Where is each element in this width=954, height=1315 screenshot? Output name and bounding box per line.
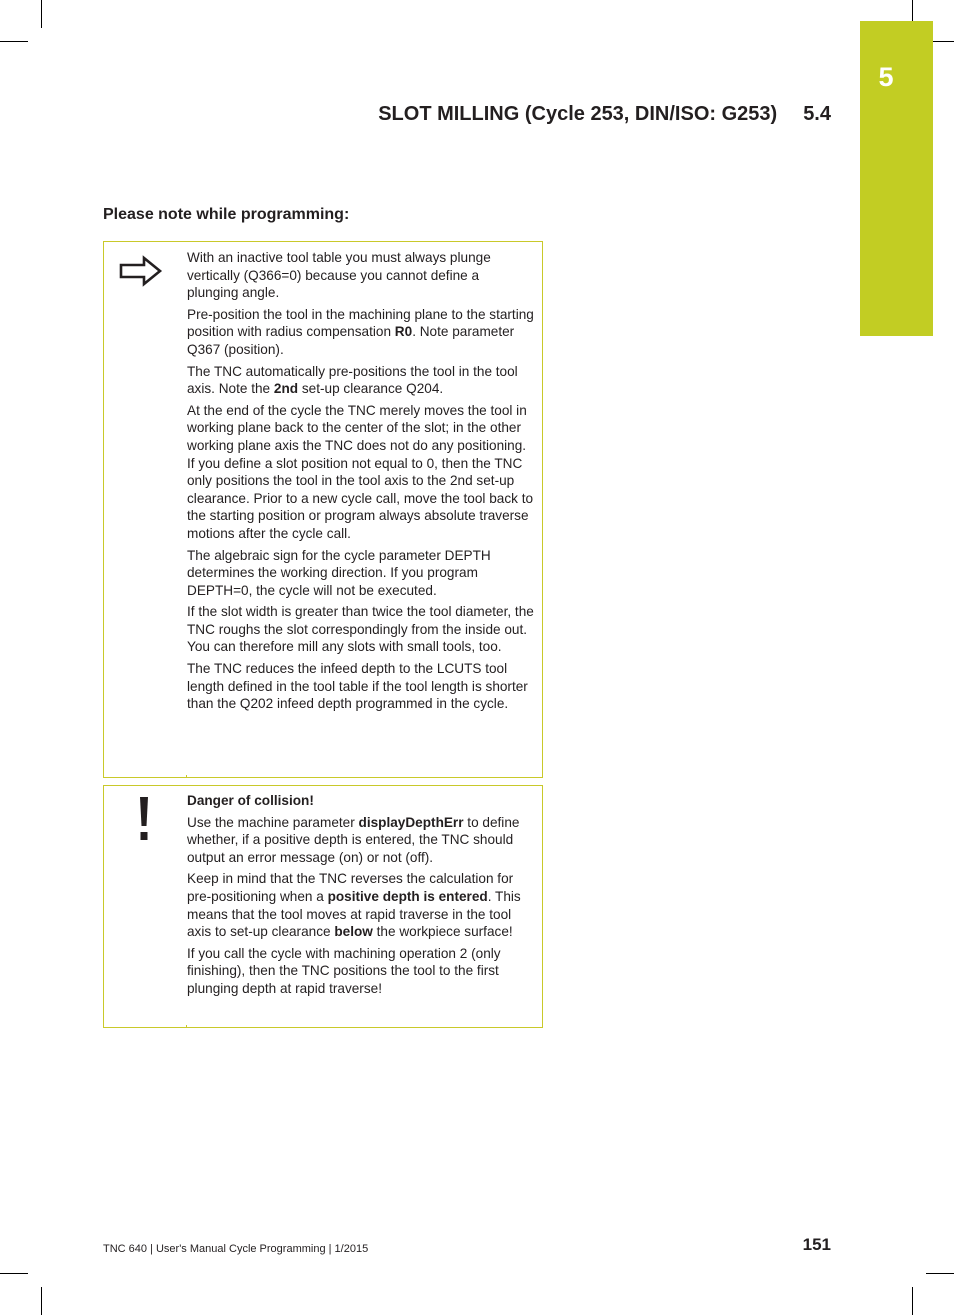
running-header <box>378 103 831 126</box>
warning-paragraph: Keep in mind that the TNC reverses the calculation for pre-positioning when a positive depth is entered. This means that the tool moves at rapid traverse in the tool axis to set-up clearance below the workpiece surface! <box>187 871 521 940</box>
crop-mark <box>41 1287 42 1315</box>
box-divider <box>186 775 187 778</box>
page-number: 151 <box>802 1235 831 1254</box>
tip-paragraph: The TNC automatically pre-positions the tool in the tool axis. Note the 2nd set-up clearance Q204. <box>187 363 518 397</box>
footer-text: TNC 640 | User's Manual Cycle Programming | 1/2015 <box>103 1243 369 1255</box>
warning-text <box>187 792 534 1002</box>
tip-paragraph: The TNC reduces the infeed depth to the LCUTS tool length defined in the tool table if the tool length is shorter than the Q202 infeed depth programmed in the cycle. <box>187 661 528 712</box>
tip-paragraph: With an inactive tool table you must always plunge vertically (Q366=0) because you cannot define a plunging angle. <box>187 250 491 301</box>
crop-mark <box>926 1273 954 1274</box>
arrow-right-icon <box>118 254 164 288</box>
box-divider <box>186 1025 187 1028</box>
tip-paragraph: If the slot width is greater than twice the tool diameter, the TNC roughs the slot correspondingly from the inside out. You can therefore mill any slots with small tools, too. <box>187 604 534 655</box>
tip-box <box>103 241 543 778</box>
warning-paragraph: If you call the cycle with machining operation 2 (only finishing), then the TNC positions the tool to the first plunging depth at rapid traverse! <box>187 945 501 996</box>
warning-heading: Danger of collision! <box>187 793 314 808</box>
chapter-tab <box>860 21 933 336</box>
tip-text <box>187 249 534 717</box>
section-title: Please note while programming: <box>103 206 350 223</box>
tip-paragraph: At the end of the cycle the TNC merely moves the tool in working plane back to the center of the slot; in the other working plane axis the TNC does not do any positioning. If you define a slot position not equal to 0, then the TNC only positions the tool in the tool axis to the 2nd set-up clearance. Prior to a new cycle call, move the tool back to the starting position or program always absolute traverse motions after the cycle call. <box>187 402 534 541</box>
crop-mark <box>0 41 28 42</box>
chapter-number: 5 <box>878 62 894 92</box>
warning-paragraph: Use the machine parameter displayDepthErr to define whether, if a positive depth is entered, the TNC should output an error message (on) or not (off). <box>187 814 520 865</box>
crop-mark <box>41 0 42 28</box>
tip-paragraph: The algebraic sign for the cycle parameter DEPTH determines the working direction. If you program DEPTH=0, the cycle will not be executed. <box>187 547 491 598</box>
crop-mark <box>0 1273 28 1274</box>
warning-box <box>103 785 543 1028</box>
tip-paragraph: Pre-position the tool in the machining plane to the starting position with radius compensation R0. Note parameter Q367 (position). <box>187 306 534 357</box>
exclamation-icon <box>137 795 151 843</box>
section-number: 5.4 <box>803 103 831 125</box>
crop-mark <box>912 1287 913 1315</box>
running-title: SLOT MILLING (Cycle 253, DIN/ISO: G253) <box>378 103 778 125</box>
